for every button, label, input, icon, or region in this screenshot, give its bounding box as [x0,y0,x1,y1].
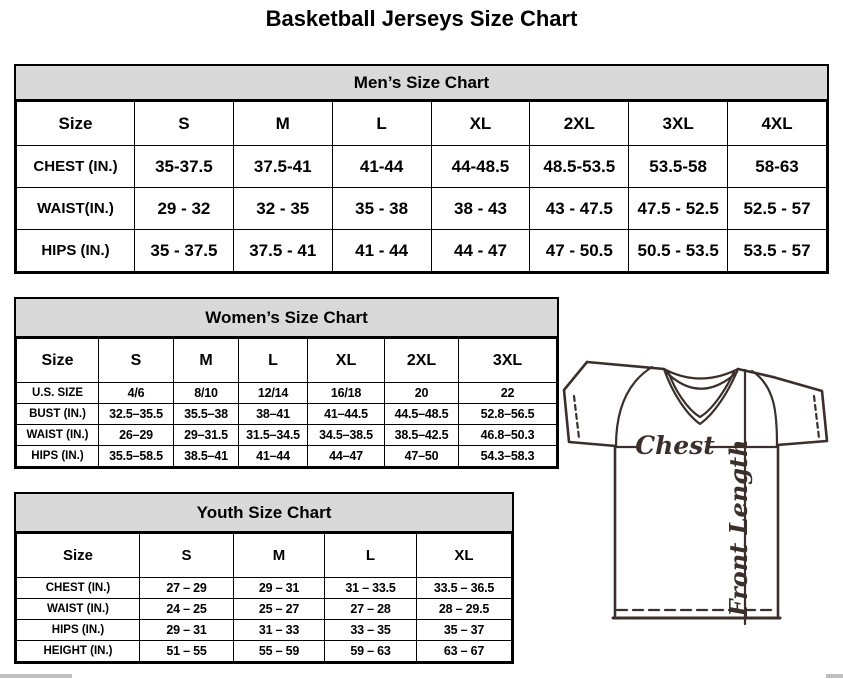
table-row [17,620,512,641]
table-cell: 44 - 47 [431,230,530,272]
table-row [17,641,512,662]
table-cell: 31 – 33.5 [325,578,417,599]
row-label: HIPS (IN.) [17,620,140,641]
table-cell: 29–31.5 [174,425,239,446]
table-cell: 25 – 27 [234,599,325,620]
column-header: L [239,339,308,383]
row-label: WAIST (IN.) [17,599,140,620]
chest-label: Chest [635,431,715,460]
table-cell: 27 – 28 [325,599,417,620]
mens-size-table [14,64,829,274]
table-cell: 47–50 [385,446,459,467]
table-cell: 53.5 - 57 [728,230,827,272]
table-cell: 35 - 38 [332,188,431,230]
womens-size-header: Size [17,339,99,383]
jersey-diagram [556,358,843,676]
table-cell: 47 - 50.5 [530,230,629,272]
table-cell: 43 - 47.5 [530,188,629,230]
table-cell: 29 – 31 [234,578,325,599]
row-label: WAIST(IN.) [17,188,135,230]
youth-size-header: Size [17,534,140,578]
table-row [17,383,557,404]
table-row [17,188,827,230]
table-cell: 20 [385,383,459,404]
row-label: U.S. SIZE [17,383,99,404]
table-cell: 29 – 31 [140,620,234,641]
column-header: XL [417,534,512,578]
mens-header-row [17,102,827,146]
table-cell: 22 [459,383,557,404]
table-cell: 47.5 - 52.5 [629,188,728,230]
table-cell: 41–44 [239,446,308,467]
page-title: Basketball Jerseys Size Chart [265,6,578,31]
table-cell: 35.5–38 [174,404,239,425]
table-cell: 41-44 [332,146,431,188]
table-cell: 44.5–48.5 [385,404,459,425]
column-header: 3XL [459,339,557,383]
table-cell: 37.5 - 41 [233,230,332,272]
table-cell: 34.5–38.5 [308,425,385,446]
column-header: M [234,534,325,578]
table-cell: 46.8–50.3 [459,425,557,446]
table-cell: 52.5 - 57 [728,188,827,230]
row-label: HEIGHT (IN.) [17,641,140,662]
column-header: 2XL [385,339,459,383]
table-cell: 33 – 35 [325,620,417,641]
column-header: S [140,534,234,578]
column-header: M [233,102,332,146]
table-cell: 41–44.5 [308,404,385,425]
table-cell: 4/6 [99,383,174,404]
table-cell: 28 – 29.5 [417,599,512,620]
table-cell: 24 – 25 [140,599,234,620]
table-cell: 26–29 [99,425,174,446]
column-header: 3XL [629,102,728,146]
table-cell: 38.5–41 [174,446,239,467]
column-header: S [99,339,174,383]
column-header: M [174,339,239,383]
table-cell: 12/14 [239,383,308,404]
column-header: L [332,102,431,146]
youth-size-table [14,492,514,664]
front-length-label: Front Length [724,439,753,617]
table-cell: 44–47 [308,446,385,467]
table-cell: 29 - 32 [135,188,234,230]
column-header: XL [431,102,530,146]
table-row [17,599,512,620]
mens-table-title: Men’s Size Chart [16,66,827,101]
column-header: 2XL [530,102,629,146]
table-cell: 59 – 63 [325,641,417,662]
table-cell: 50.5 - 53.5 [629,230,728,272]
table-cell: 35.5–58.5 [99,446,174,467]
youth-table [16,533,512,662]
table-cell: 38–41 [239,404,308,425]
table-row [17,578,512,599]
table-cell: 54.3–58.3 [459,446,557,467]
collar-icon [664,369,738,424]
row-label: CHEST (IN.) [17,146,135,188]
table-cell: 32 - 35 [233,188,332,230]
womens-table [16,338,557,467]
scrollbar-fragment-right[interactable] [826,674,843,678]
column-header: S [135,102,234,146]
table-cell: 58-63 [728,146,827,188]
womens-size-table [14,297,559,469]
scrollbar-fragment-left[interactable] [0,674,72,678]
table-cell: 52.8–56.5 [459,404,557,425]
table-cell: 48.5-53.5 [530,146,629,188]
table-cell: 32.5–35.5 [99,404,174,425]
youth-table-title: Youth Size Chart [16,494,512,533]
table-row [17,425,557,446]
row-label: HIPS (IN.) [17,446,99,467]
table-cell: 27 – 29 [140,578,234,599]
table-cell: 35 - 37.5 [135,230,234,272]
row-label: HIPS (IN.) [17,230,135,272]
table-row [17,446,557,467]
table-cell: 51 – 55 [140,641,234,662]
table-cell: 8/10 [174,383,239,404]
table-cell: 33.5 – 36.5 [417,578,512,599]
row-label: BUST (IN.) [17,404,99,425]
table-cell: 55 – 59 [234,641,325,662]
table-cell: 41 - 44 [332,230,431,272]
column-header: L [325,534,417,578]
table-cell: 31 – 33 [234,620,325,641]
column-header: 4XL [728,102,827,146]
row-label: WAIST (IN.) [17,425,99,446]
table-cell: 63 – 67 [417,641,512,662]
table-row [17,230,827,272]
table-cell: 35 – 37 [417,620,512,641]
table-cell: 16/18 [308,383,385,404]
table-row [17,146,827,188]
row-label: CHEST (IN.) [17,578,140,599]
table-cell: 44-48.5 [431,146,530,188]
youth-header-row [17,534,512,578]
table-cell: 38.5–42.5 [385,425,459,446]
table-cell: 31.5–34.5 [239,425,308,446]
table-cell: 35-37.5 [135,146,234,188]
table-row [17,404,557,425]
mens-table [16,101,827,272]
mens-size-header: Size [17,102,135,146]
womens-header-row [17,339,557,383]
table-cell: 53.5-58 [629,146,728,188]
jersey-outline-icon [564,362,827,618]
column-header: XL [308,339,385,383]
womens-table-title: Women’s Size Chart [16,299,557,338]
table-cell: 37.5-41 [233,146,332,188]
table-cell: 38 - 43 [431,188,530,230]
